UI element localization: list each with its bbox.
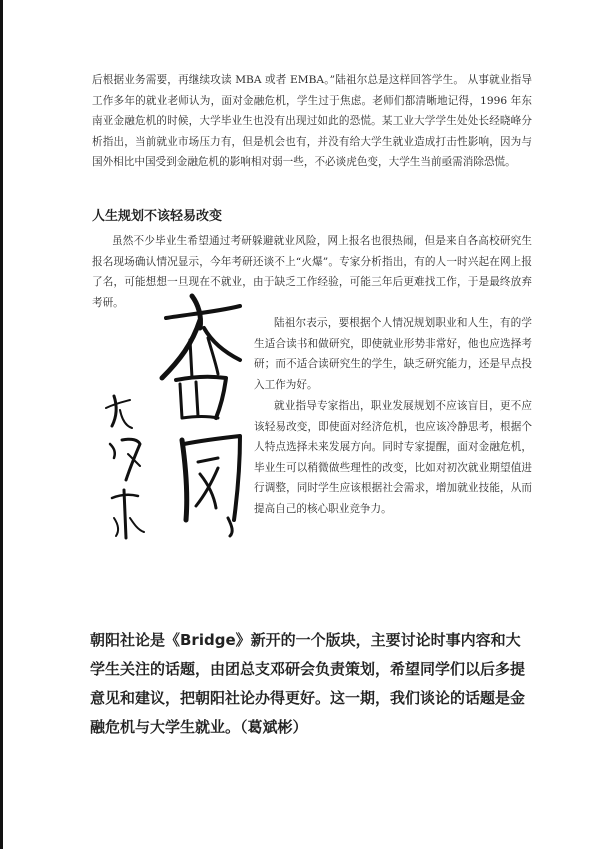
page-edge	[0, 0, 3, 849]
calligraphy-image	[100, 268, 250, 558]
article-paragraph-3: 陆祖尔表示，要根据个人情况规划职业和人生，有的学生适合读书和做研究，即使就业形势非常好，他也应选择考研；而不适合读研究生的学生，缺乏研究能力，还是早点投入工作为好。	[254, 317, 532, 391]
article-paragraph-1: 后根据业务需要，再继续攻读 MBA 或者 EMBA。”陆祖尔总是这样回答学生。 从事就业指导工作多年的就业老师认为，面对金融危机，学生过于焦虑。老师们都清晰地记得，1996 年东南亚金融危机的时候，大学毕业生也没有出现过如此的恐慌。某工业大学学生处处长经晓峰分析指出，当前就业市场压力有，但是机会也有，并没有给大学生就业造成打击性影响，因为与国外相比中国受到金融危机的影响相对弱一些，不必谈虎色变，大学生当前亟需消除恐慌。	[92, 74, 532, 168]
article-paragraph-4: 就业指导专家指出，职业发展规划不应该盲目，更不应该轻易改变，即使面对经济危机，也应该冷静思考，根据个人特点选择未来发展方向。同时专家提醒，面对金融危机，毕业生可以稍微做些理性的改变，比如对初次就业期望值进行调整，同时学生应该根据社会需求，增加就业技能，从而提高自己的核心职业竞争力。	[254, 400, 532, 515]
editor-note: 朝阳社论是《Bridge》新开的一个版块，主要讨论时事内容和大学生关注的话题，由团总支邓研会负责策划，希望同学们以后多提意见和建议，把朝阳社论办得更好。这一期，我们谈论的话题是金融危机与大学生就业。（葛斌彬）	[90, 631, 526, 736]
section-heading: 人生规划不该轻易改变	[92, 209, 223, 224]
article-paragraph-2: 虽然不少毕业生希望通过考研躲避就业风险，网上报名也很热闹，但是来自各高校研究生报名现场确认情况显示，今年考研还谈不上“火爆”。专家分析指出，有的人一时兴起在网上报了名，可能想想一旦现在不就业，由于缺乏工作经验，可能三年后更难找工作，于是最终放弃考研。	[92, 235, 532, 309]
